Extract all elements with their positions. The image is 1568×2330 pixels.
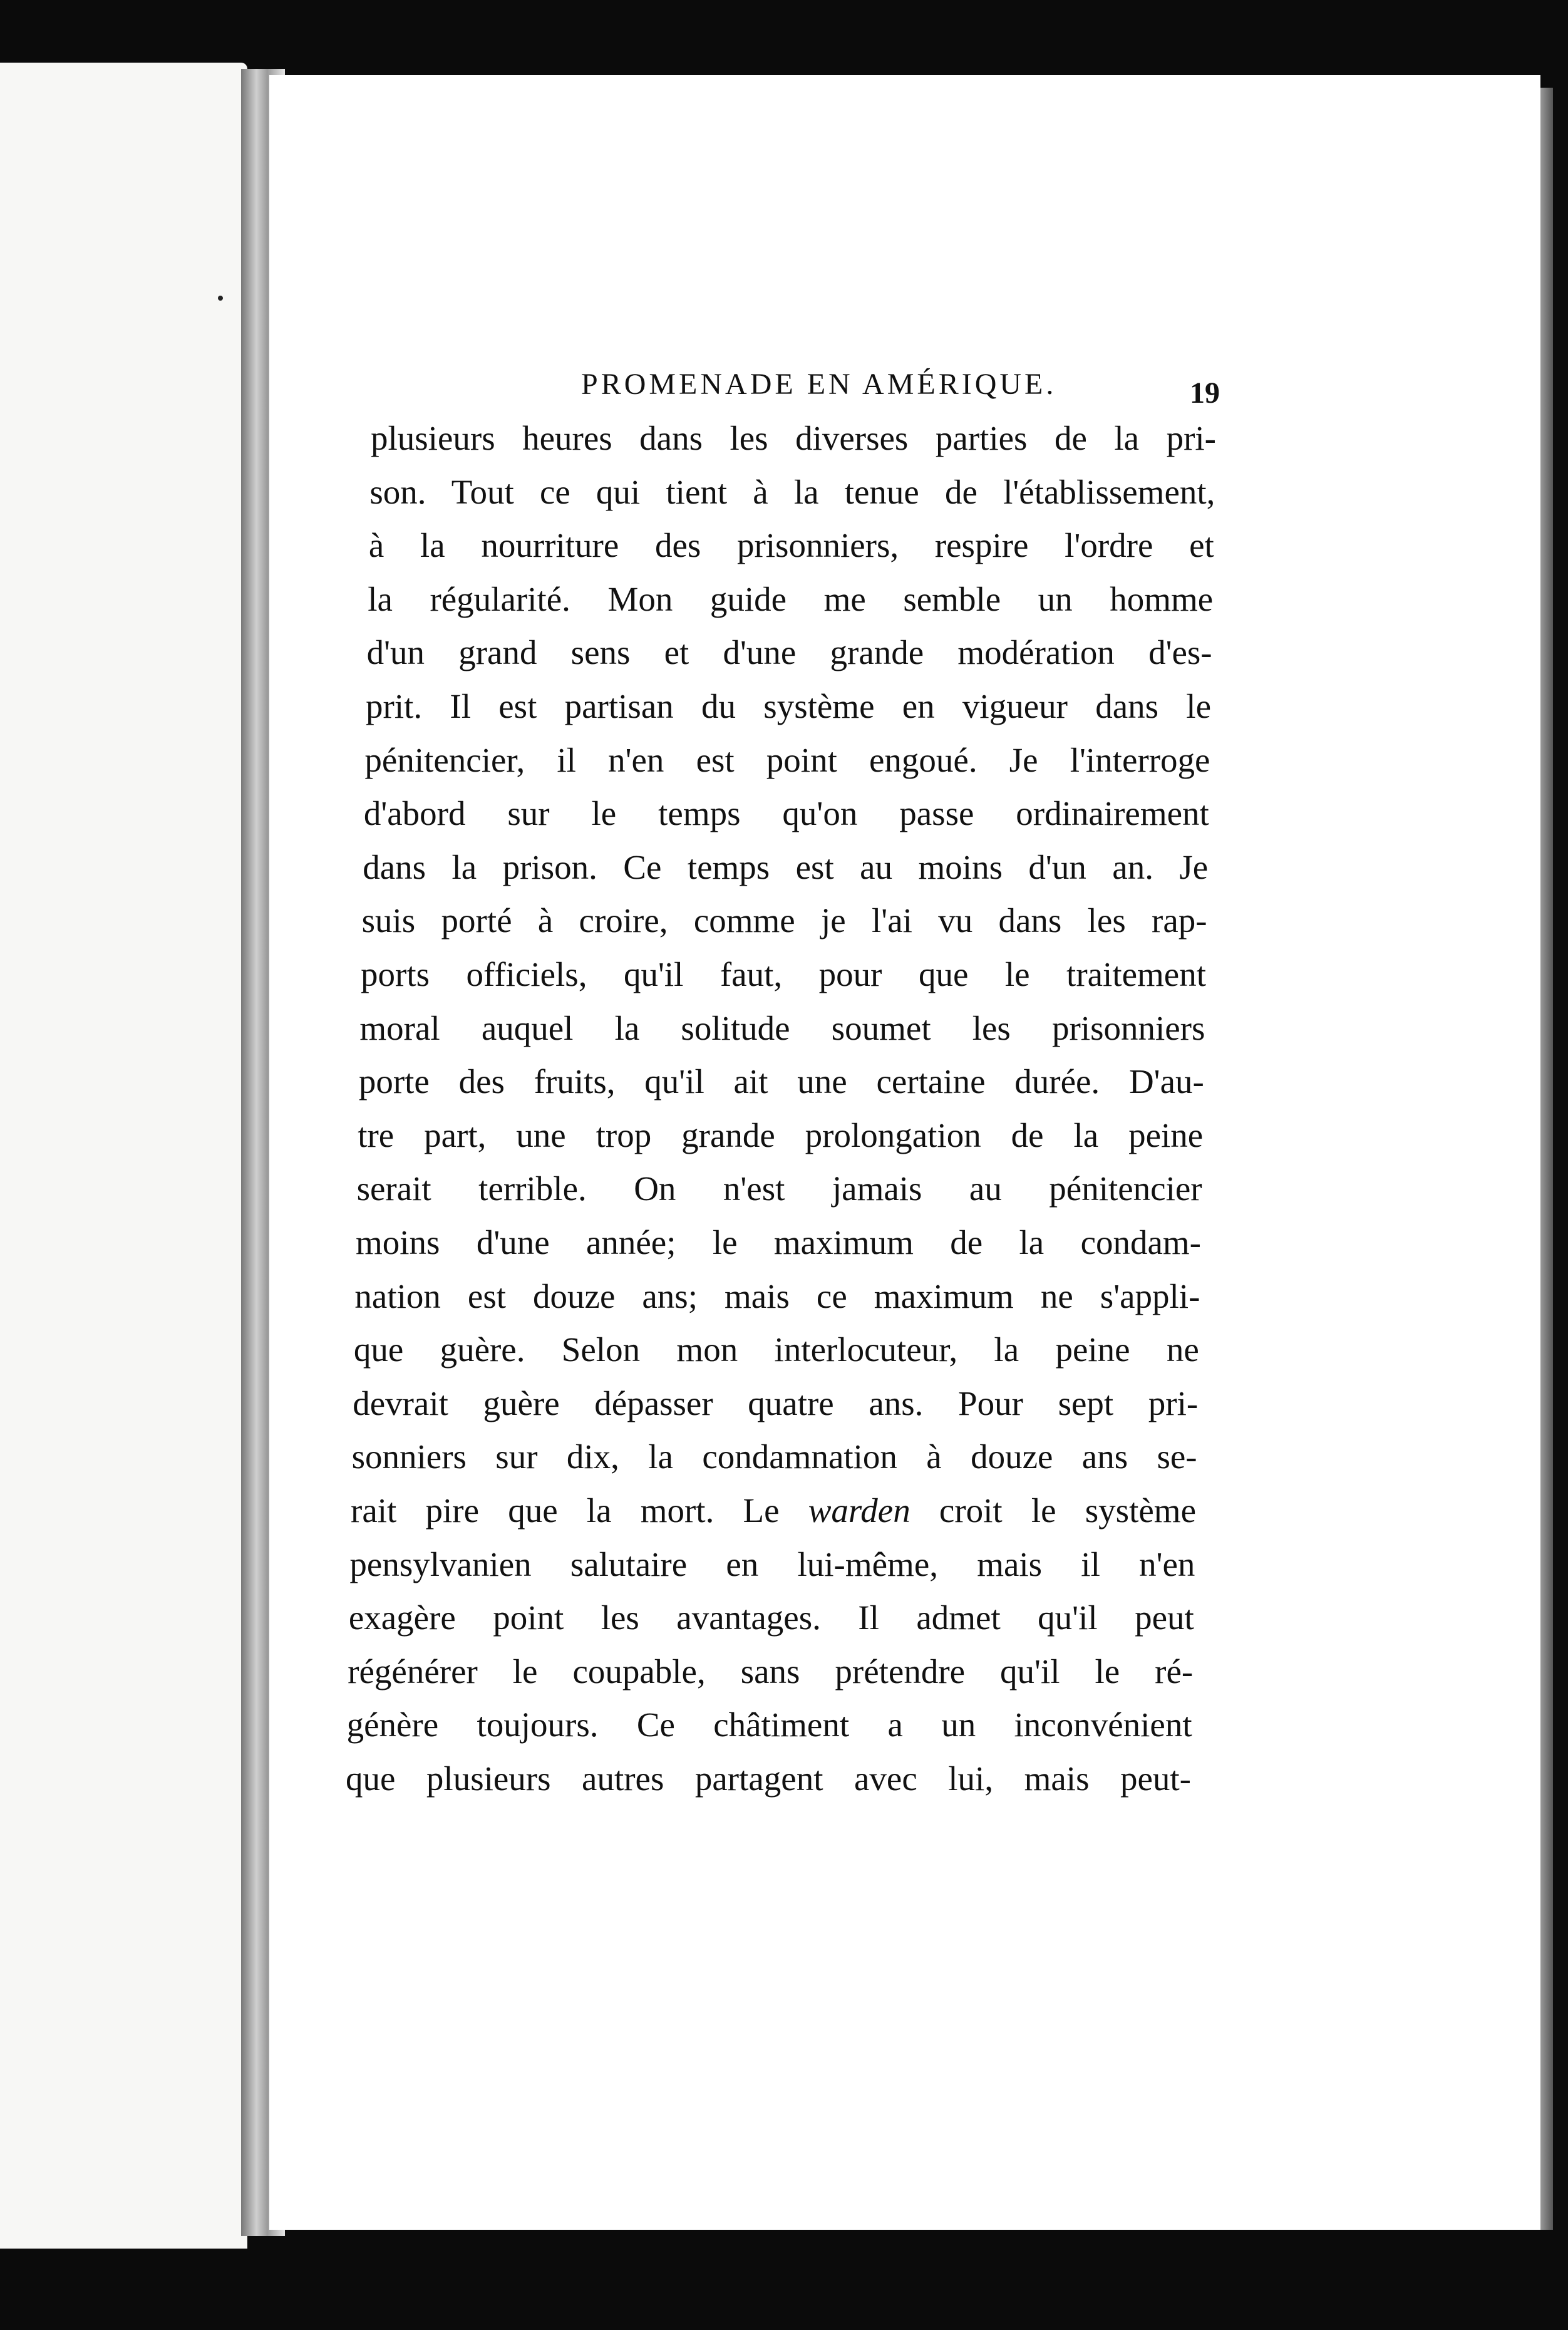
text-line: d'un grand sens et d'une grande modération d'es- bbox=[366, 633, 1212, 672]
text-line: pensylvanien salutaire en lui-même, mais il n'en bbox=[349, 1545, 1195, 1583]
text-line: serait terrible. On n'est jamais au pénitencier bbox=[356, 1169, 1202, 1208]
text-line: porte des fruits, qu'il ait une certaine durée. D'au- bbox=[358, 1062, 1204, 1101]
text-line: plusieurs heures dans les diverses parties de la pri- bbox=[371, 419, 1216, 457]
text-line: pénitencier, il n'en est point engoué. Je l'interroge bbox=[364, 740, 1210, 779]
text-line: exagère point les avantages. Il admet qu'il peut bbox=[348, 1598, 1194, 1637]
page-number: 19 bbox=[1190, 376, 1220, 410]
text-line: rait pire que la mort. Le warden croit le système bbox=[351, 1491, 1196, 1530]
text-line: son. Tout ce qui tient à la tenue de l'établissement, bbox=[369, 472, 1215, 511]
text-line: devrait guère dépasser quatre ans. Pour sept pri- bbox=[353, 1384, 1199, 1422]
text-line: suis porté à croire, comme je l'ai vu dans les rap- bbox=[361, 901, 1207, 940]
running-head: PROMENADE EN AMÉRIQUE. bbox=[581, 368, 1057, 401]
left-facing-page bbox=[0, 63, 247, 2249]
text-line: dans la prison. Ce temps est au moins d'un an. Je bbox=[363, 847, 1209, 886]
text-line: ports officiels, qu'il faut, pour que le traitement bbox=[361, 955, 1206, 993]
text-line: que plusieurs autres partagent avec lui, mais peut- bbox=[346, 1759, 1191, 1798]
text-line: nation est douze ans; mais ce maximum ne s'appli- bbox=[354, 1276, 1200, 1315]
text-line: sonniers sur dix, la condamnation à douze ans se- bbox=[351, 1437, 1197, 1476]
text-line: d'abord sur le temps qu'on passe ordinairement bbox=[363, 794, 1209, 833]
ink-speck bbox=[218, 296, 223, 301]
text-line: tre part, une trop grande prolongation de la peine bbox=[358, 1116, 1204, 1154]
text-line: moins d'une année; le maximum de la condam- bbox=[356, 1223, 1201, 1261]
text-line: la régularité. Mon guide me semble un homme bbox=[368, 579, 1214, 618]
text-line: moral auquel la solitude soumet les prisonniers bbox=[359, 1008, 1205, 1047]
text-line: prit. Il est partisan du système en vigueur dans le bbox=[366, 687, 1211, 725]
text-line: génère toujours. Ce châtiment a un inconvénient bbox=[346, 1706, 1192, 1744]
text-line: à la nourriture des prisonniers, respire l'ordre et bbox=[368, 526, 1214, 565]
text-line: régénérer le coupable, sans prétendre qu'il le ré- bbox=[348, 1652, 1194, 1691]
text-line: que guère. Selon mon interlocuteur, la peine ne bbox=[353, 1330, 1199, 1369]
